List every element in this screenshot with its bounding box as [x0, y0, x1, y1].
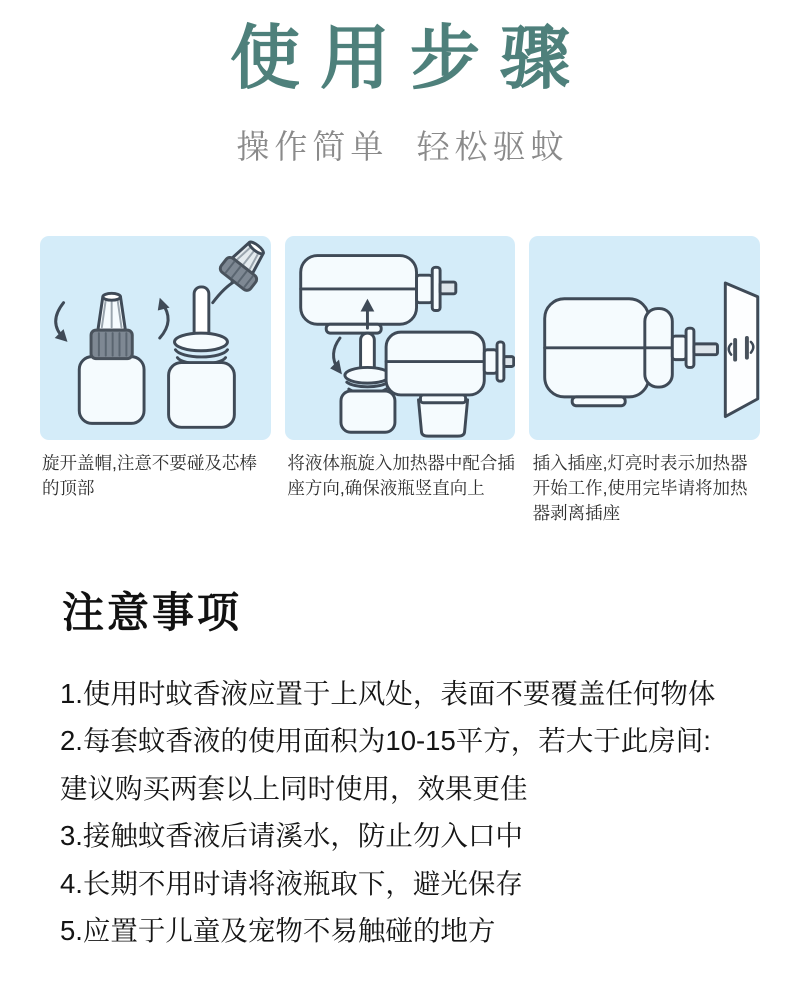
bottle-into-heater-illustration	[285, 236, 516, 440]
step-panel-2	[285, 236, 516, 440]
step-panels	[0, 236, 800, 440]
note-line-2: 2.每套蚊香液的使用面积为10-15平方，若大于此房间:	[60, 725, 711, 757]
step-caption-2: 将液体瓶旋入加热器中配合插座方向,确保液瓶竖直向上	[287, 453, 515, 498]
bottle-uncap-illustration	[40, 236, 271, 440]
note-line-1: 1.使用时蚊香液应置于上风处，表面不要覆盖任何物体	[60, 677, 716, 709]
step-caption-3: 插入插座,灯亮时表示加热器开始工作,使用完毕请将加热器剥离插座	[532, 453, 748, 523]
page-subtitle: 操作简单 轻松驱蚊	[236, 128, 569, 165]
usage-steps-page	[0, 20, 800, 988]
note-line-5: 4.长期不用时请将液瓶取下，避光保存	[60, 867, 523, 899]
note-line-3: 建议购买两套以上同时使用，效果更佳	[60, 772, 528, 804]
page-title: 使用步骤	[230, 19, 590, 97]
notes-list	[60, 670, 800, 955]
note-line-4: 3.接触蚊香液后请溪水，防止勿入口中	[60, 820, 523, 852]
step-captions	[0, 451, 800, 526]
heater-into-socket-illustration	[529, 236, 760, 440]
step-panel-1	[40, 236, 271, 440]
note-line-6: 5.应置于儿童及宠物不易触碰的地方	[60, 915, 496, 947]
step-caption-1: 旋开盖帽,注意不要碰及芯棒的顶部	[42, 453, 257, 498]
step-panel-3	[529, 236, 760, 440]
notes-heading: 注意事项	[62, 588, 243, 636]
